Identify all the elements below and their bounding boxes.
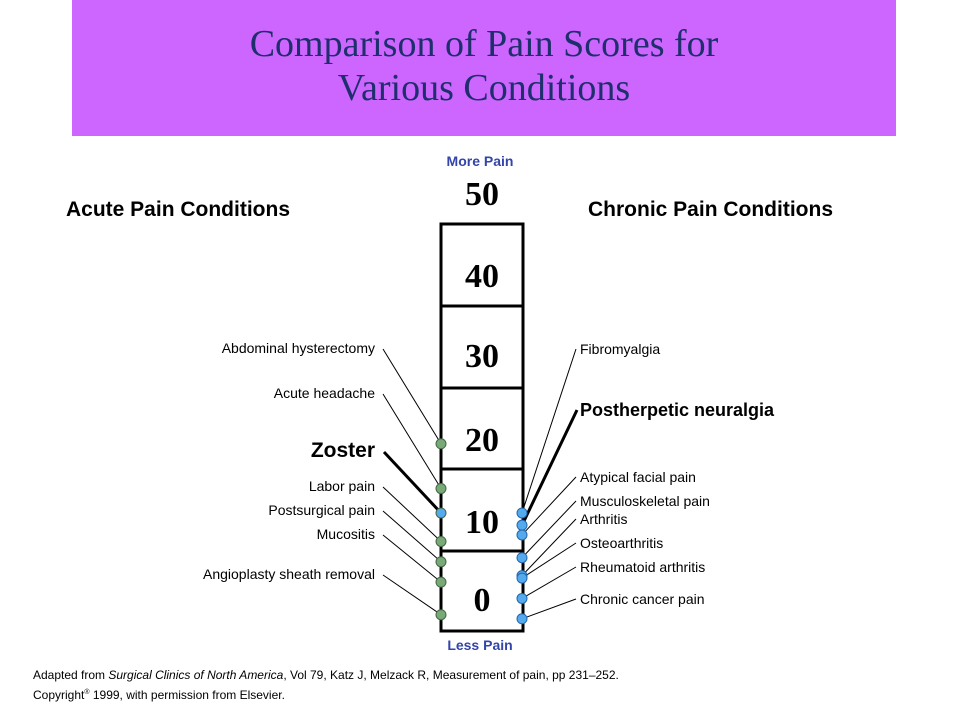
- scale-tick-50: 50: [465, 176, 499, 213]
- title-line-2: Various Conditions: [337, 67, 631, 109]
- chronic-marker-rheumatoid-arthritis: [517, 593, 527, 603]
- chronic-label-osteoarthritis: Osteoarthritis: [580, 535, 664, 551]
- title-line-1: Comparison of Pain Scores for: [249, 23, 719, 65]
- chronic-marker-fibromyalgia: [517, 508, 527, 518]
- scale-tick-20: 20: [465, 422, 499, 459]
- acute-label-labor-pain: Labor pain: [308, 478, 375, 494]
- chronic-connector: [522, 567, 576, 598]
- scale-tick-10: 10: [465, 504, 499, 541]
- acute-label-acute-headache: Acute headache: [273, 385, 375, 401]
- acute-marker-zoster: [436, 508, 446, 518]
- less-pain-caption: Less Pain: [447, 637, 513, 653]
- chronic-marker-musculoskeletal-pain: [517, 553, 527, 563]
- chronic-label-atypical-facial-pain: Atypical facial pain: [580, 469, 696, 485]
- acute-connector: [383, 575, 441, 615]
- chronic-label-postherpetic-neuralgia: Postherpetic neuralgia: [580, 400, 775, 420]
- chronic-label-rheumatoid-arthritis: Rheumatoid arthritis: [580, 559, 706, 575]
- acute-marker-acute-headache: [436, 484, 446, 494]
- acute-marker-labor-pain: [436, 536, 446, 546]
- acute-marker-mucositis: [436, 577, 446, 587]
- acute-connector: [383, 535, 441, 582]
- chronic-marker-osteoarthritis: [517, 573, 527, 583]
- chronic-marker-atypical-facial-pain: [517, 530, 527, 540]
- scale-tick-30: 30: [465, 338, 499, 375]
- scale-tick-0: 0: [473, 582, 491, 619]
- acute-heading: Acute Pain Conditions: [66, 198, 291, 221]
- more-pain-caption: More Pain: [446, 153, 514, 169]
- chronic-label-arthritis: Arthritis: [580, 511, 628, 527]
- acute-marker-angioplasty-sheath-removal: [436, 610, 446, 620]
- acute-connector: [383, 487, 441, 541]
- acute-marker-postsurgical-pain: [436, 557, 446, 567]
- chronic-label-fibromyalgia: Fibromyalgia: [580, 341, 661, 357]
- acute-label-mucositis: Mucositis: [316, 526, 375, 542]
- acute-label-abdominal-hysterectomy: Abdominal hysterectomy: [221, 340, 375, 356]
- acute-connector: [384, 452, 441, 513]
- scale-tick-40: 40: [465, 258, 499, 295]
- acute-connector: [383, 394, 441, 489]
- chronic-label-musculoskeletal-pain: Musculoskeletal pain: [580, 493, 710, 509]
- chronic-connector: [522, 599, 576, 619]
- source-citation: Adapted from Surgical Clinics of North America, Vol 79, Katz J, Melzack R, Measurement of pain, pp 231–252. Copyright® 1999, with permission from Elsevier.: [33, 668, 619, 702]
- chronic-marker-chronic-cancer-pain: [517, 614, 527, 624]
- acute-connector: [383, 349, 441, 444]
- acute-label-postsurgical-pain: Postsurgical pain: [268, 502, 375, 518]
- chronic-connector: [522, 519, 576, 576]
- scale-column: [441, 224, 523, 631]
- acute-label-angioplasty-sheath-removal: Angioplasty sheath removal: [203, 566, 375, 582]
- acute-label-zoster: Zoster: [310, 439, 375, 462]
- acute-marker-abdominal-hysterectomy: [436, 439, 446, 449]
- chronic-connector: [522, 543, 576, 578]
- acute-connector: [383, 511, 441, 562]
- chronic-label-chronic-cancer-pain: Chronic cancer pain: [580, 591, 705, 607]
- chronic-marker-postherpetic-neuralgia: [517, 520, 527, 530]
- chronic-heading: Chronic Pain Conditions: [588, 198, 833, 221]
